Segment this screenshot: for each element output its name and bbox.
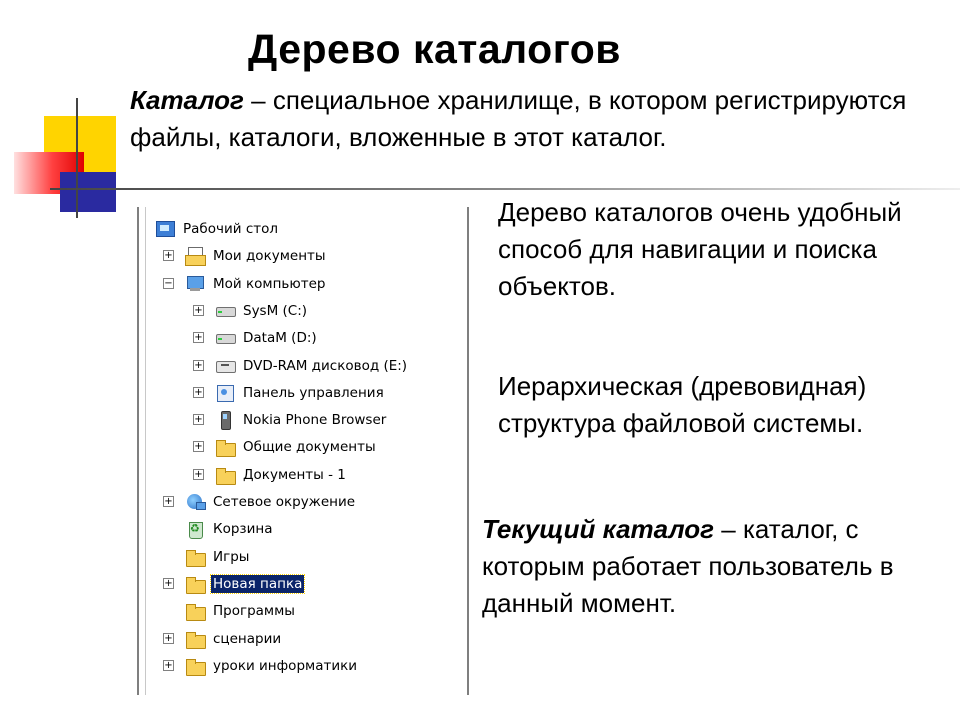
folder-icon: [215, 438, 235, 456]
slide-title: Дерево каталогов: [248, 26, 621, 72]
tree-item[interactable]: [215, 299, 309, 323]
tree-item[interactable]: [185, 654, 359, 678]
tree-item[interactable]: [185, 244, 328, 268]
phone-icon: [215, 411, 235, 429]
tree-item-label: Nokia Phone Browser: [243, 412, 387, 429]
tree-item-label: Корзина: [213, 521, 273, 538]
expand-node-button[interactable]: +: [194, 414, 203, 426]
hard-drive-icon: [215, 302, 235, 320]
folder-icon: [185, 602, 205, 620]
tree-item[interactable]: [155, 217, 280, 241]
current-catalog-paragraph: [482, 511, 942, 622]
desktop-icon: [155, 220, 175, 238]
folder-icon: [185, 575, 205, 593]
tree-item-label: Рабочий стол: [183, 221, 278, 237]
folder-icon: [185, 630, 205, 648]
tree-item-label: SysM (C:): [243, 302, 308, 319]
tree-item-label: уроки информатики: [213, 657, 358, 674]
folder-tree: [139, 207, 467, 695]
tree-item[interactable]: [185, 490, 357, 514]
expand-node-button[interactable]: +: [194, 468, 203, 480]
tree-item[interactable]: [185, 599, 297, 623]
expand-node-button[interactable]: +: [164, 632, 173, 644]
definition-text: – специальное хранилище, в котором регистрируются файлы, каталоги, вложенные в этот каталог.: [130, 85, 907, 152]
tree-item-label: DataM (D:): [243, 330, 317, 347]
tree-item[interactable]: [215, 354, 409, 378]
expand-node-button[interactable]: +: [164, 577, 173, 589]
my-documents-icon: [185, 247, 205, 265]
current-text: – каталог, с которым работает пользователь в данный момент.: [482, 514, 894, 618]
tree-item-label: Программы: [213, 603, 295, 620]
definition-term: Каталог: [130, 85, 244, 115]
expand-node-button[interactable]: +: [164, 659, 173, 671]
tree-item-label: Новая папка: [213, 575, 303, 592]
tree-item[interactable]: [215, 326, 319, 350]
control-panel-icon: [215, 384, 235, 402]
tree-item[interactable]: [185, 517, 274, 541]
my-computer-icon: [185, 275, 205, 293]
expand-node-button[interactable]: +: [194, 386, 203, 398]
tree-item[interactable]: [215, 463, 348, 487]
tree-item-label: DVD-RAM дисковод (E:): [243, 357, 408, 374]
collapse-node-button[interactable]: −: [164, 277, 173, 289]
expand-node-button[interactable]: +: [194, 441, 203, 453]
expand-node-button[interactable]: +: [194, 332, 203, 344]
tree-item-label: Панель управления: [243, 384, 384, 401]
tree-item-label: Мои документы: [213, 248, 326, 265]
tree-item-label: Общие документы: [243, 439, 376, 456]
expand-node-button[interactable]: +: [164, 250, 173, 262]
tree-item-label: Игры: [213, 548, 250, 565]
decor-blue-square: [60, 172, 116, 212]
expand-node-button[interactable]: +: [164, 496, 173, 507]
current-term: Текущий каталог: [482, 514, 715, 544]
expand-node-button[interactable]: +: [194, 359, 203, 371]
folder-icon: [215, 466, 235, 484]
recycle-bin-icon: [185, 520, 205, 538]
decor-vertical-line: [76, 98, 78, 218]
tree-item[interactable]: [215, 408, 388, 432]
tree-item[interactable]: [185, 545, 251, 569]
folder-tree-panel: [137, 207, 469, 695]
tree-item-label: Документы - 1: [243, 466, 346, 483]
network-icon: [185, 493, 205, 511]
catalog-definition: [130, 82, 930, 156]
folder-icon: [185, 548, 205, 566]
tree-item[interactable]: [185, 272, 327, 296]
decor-horizontal-line: [50, 188, 960, 190]
tree-item[interactable]: [185, 572, 304, 596]
folder-icon: [185, 657, 205, 675]
dvd-drive-icon: [215, 357, 235, 375]
tree-convenience-paragraph: Дерево каталогов очень удобный способ для навигации и поиска объектов.: [498, 197, 902, 301]
tree-item-label: Сетевое окружение: [213, 494, 356, 510]
hierarchy-paragraph: Иерархическая (древовидная) структура файловой системы.: [498, 371, 867, 438]
expand-node-button[interactable]: +: [194, 304, 203, 316]
tree-item[interactable]: [185, 627, 283, 651]
tree-item-label: сценарии: [213, 630, 282, 647]
tree-item[interactable]: [215, 435, 378, 459]
tree-item[interactable]: [215, 381, 386, 405]
hard-drive-icon: [215, 329, 235, 347]
tree-item-label: Мой компьютер: [213, 275, 326, 292]
